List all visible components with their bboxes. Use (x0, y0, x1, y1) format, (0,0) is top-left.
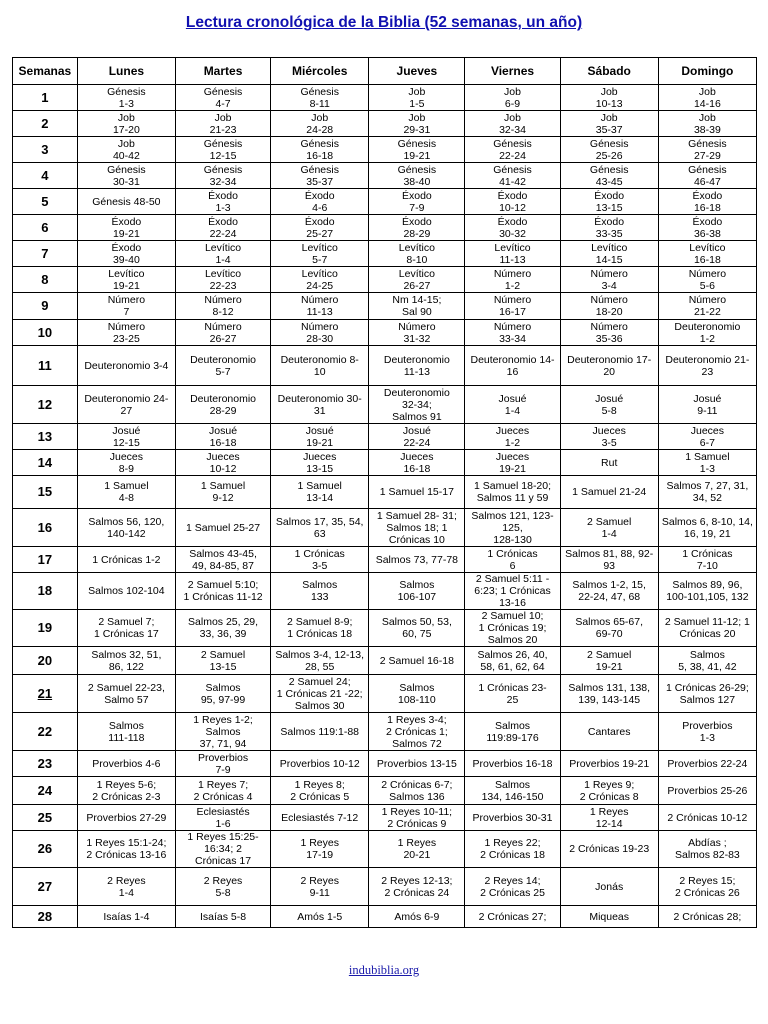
reading-cell: Salmos 7, 27, 31, 34, 52 (658, 476, 756, 509)
reading-cell: Rut (560, 450, 658, 476)
reading-cell: Proverbios 27-29 (77, 805, 175, 831)
reading-cell: Éxodo 33-35 (560, 215, 658, 241)
reading-cell: 2 Samuel 10; 1 Crónicas 19; Salmos 20 (465, 610, 560, 647)
table-row (13, 215, 757, 241)
reading-cell: Job 6-9 (465, 85, 560, 111)
header-domingo: Domingo (658, 58, 756, 85)
reading-cell: Job 21-23 (175, 111, 270, 137)
table-row (13, 868, 757, 906)
table-row (13, 777, 757, 805)
reading-cell: 2 Crónicas 10-12 (658, 805, 756, 831)
reading-cell: 1 Reyes 12-14 (560, 805, 658, 831)
reading-cell: 2 Samuel 1-4 (560, 509, 658, 547)
reading-cell: Proverbios 22-24 (658, 751, 756, 777)
reading-cell: Génesis 22-24 (465, 137, 560, 163)
reading-cell: Génesis 16-18 (271, 137, 369, 163)
reading-cell: Génesis 35-37 (271, 163, 369, 189)
reading-cell: Génesis 30-31 (77, 163, 175, 189)
table-body (13, 85, 757, 928)
reading-cell: Deuteronomio 14- 16 (465, 346, 560, 386)
reading-cell: Job 29-31 (369, 111, 465, 137)
week-number: 15 (13, 476, 78, 509)
reading-cell: Salmos 65-67, 69-70 (560, 610, 658, 647)
reading-cell: Salmos 73, 77-78 (369, 547, 465, 573)
reading-cell: 1 Samuel 28- 31; Salmos 18; 1 Crónicas 10 (369, 509, 465, 547)
reading-cell: Salmos 81, 88, 92- 93 (560, 547, 658, 573)
week-number: 4 (13, 163, 78, 189)
reading-cell: Génesis 43-45 (560, 163, 658, 189)
reading-cell: Jueces 19-21 (465, 450, 560, 476)
table-row (13, 450, 757, 476)
reading-cell: Éxodo 16-18 (658, 189, 756, 215)
reading-cell: 1 Reyes 22; 2 Crónicas 18 (465, 831, 560, 868)
week-number: 16 (13, 509, 78, 547)
reading-cell: Éxodo 22-24 (175, 215, 270, 241)
reading-cell: 2 Reyes 5-8 (175, 868, 270, 906)
reading-cell: 1 Reyes 17-19 (271, 831, 369, 868)
reading-cell: Deuteronomio 24- 27 (77, 386, 175, 424)
week-number: 21 (13, 675, 78, 713)
reading-cell: Salmos 102-104 (77, 573, 175, 610)
table-row (13, 111, 757, 137)
reading-cell: 1 Crónicas 1-2 (77, 547, 175, 573)
reading-cell: Proverbios 16-18 (465, 751, 560, 777)
reading-cell: 1 Reyes 15:1-24; 2 Crónicas 13-16 (77, 831, 175, 868)
reading-cell: Levítico 11-13 (465, 241, 560, 267)
reading-cell: Job 1-5 (369, 85, 465, 111)
reading-cell: Proverbios 25-26 (658, 777, 756, 805)
page-title: Lectura cronológica de la Biblia (52 semanas, un año) (185, 14, 583, 31)
week-number: 17 (13, 547, 78, 573)
reading-cell: Salmos 26, 40, 58, 61, 62, 64 (465, 647, 560, 675)
reading-cell: Génesis 4-7 (175, 85, 270, 111)
reading-cell: Isaías 1-4 (77, 906, 175, 928)
week-number: 26 (13, 831, 78, 868)
week-number: 28 (13, 906, 78, 928)
reading-cell: Josué 22-24 (369, 424, 465, 450)
reading-cell: Isaías 5-8 (175, 906, 270, 928)
header-miercoles: Miércoles (271, 58, 369, 85)
header-jueves: Jueves (369, 58, 465, 85)
reading-cell: Éxodo 28-29 (369, 215, 465, 241)
reading-cell: 2 Reyes 12-13; 2 Crónicas 24 (369, 868, 465, 906)
reading-cell: Eclesiastés 7-12 (271, 805, 369, 831)
reading-cell: Deuteronomio 1-2 (658, 320, 756, 346)
reading-cell: 1 Reyes 7; 2 Crónicas 4 (175, 777, 270, 805)
reading-cell: Nm 14-15; Sal 90 (369, 293, 465, 320)
reading-cell: Salmos 25, 29, 33, 36, 39 (175, 610, 270, 647)
table-row (13, 573, 757, 610)
reading-cell: 1 Samuel 1-3 (658, 450, 756, 476)
reading-cell: 2 Samuel 8-9; 1 Crónicas 18 (271, 610, 369, 647)
table-row (13, 137, 757, 163)
reading-cell: Número 33-34 (465, 320, 560, 346)
reading-cell: Salmos 5, 38, 41, 42 (658, 647, 756, 675)
week-number: 23 (13, 751, 78, 777)
reading-cell: Job 32-34 (465, 111, 560, 137)
reading-cell: Proverbios 10-12 (271, 751, 369, 777)
week-number: 22 (13, 713, 78, 751)
reading-cell: 2 Samuel 5:10; 1 Crónicas 11-12 (175, 573, 270, 610)
table-row (13, 293, 757, 320)
reading-cell: Éxodo 25-27 (271, 215, 369, 241)
week-number: 8 (13, 267, 78, 293)
reading-cell: Génesis 48-50 (77, 189, 175, 215)
reading-cell: 2 Samuel 5:11 - 6:23; 1 Crónicas 13-16 (465, 573, 560, 610)
header-viernes: Viernes (465, 58, 560, 85)
reading-cell: 1 Crónicas 6 (465, 547, 560, 573)
week-number: 20 (13, 647, 78, 675)
reading-cell: Éxodo 10-12 (465, 189, 560, 215)
reading-cell: 1 Samuel 4-8 (77, 476, 175, 509)
reading-cell: 2 Crónicas 28; (658, 906, 756, 928)
reading-cell: Salmos 119:1-88 (271, 713, 369, 751)
week-number: 7 (13, 241, 78, 267)
table-header-row (13, 58, 757, 85)
reading-cell: 1 Samuel 21-24 (560, 476, 658, 509)
reading-cell: Levítico 1-4 (175, 241, 270, 267)
table-row (13, 85, 757, 111)
reading-cell: Job 10-13 (560, 85, 658, 111)
reading-cell: Cantares (560, 713, 658, 751)
reading-cell: 1 Crónicas 23- 25 (465, 675, 560, 713)
week-number: 1 (13, 85, 78, 111)
reading-cell: Josué 16-18 (175, 424, 270, 450)
header-semanas: Semanas (13, 58, 78, 85)
reading-cell: 1 Reyes 15:25- 16:34; 2 Crónicas 17 (175, 831, 270, 868)
reading-cell: Salmos 56, 120, 140-142 (77, 509, 175, 547)
reading-cell: Proverbios 30-31 (465, 805, 560, 831)
table-row (13, 906, 757, 928)
reading-cell: Levítico 26-27 (369, 267, 465, 293)
reading-cell: Job 17-20 (77, 111, 175, 137)
reading-cell: Deuteronomio 32-34; Salmos 91 (369, 386, 465, 424)
reading-cell: Miqueas (560, 906, 658, 928)
reading-cell: Génesis 27-29 (658, 137, 756, 163)
reading-cell: Jueces 8-9 (77, 450, 175, 476)
reading-cell: Génesis 38-40 (369, 163, 465, 189)
reading-cell: 1 Reyes 10-11; 2 Crónicas 9 (369, 805, 465, 831)
reading-plan-table (12, 57, 757, 928)
reading-cell: Salmos 108-110 (369, 675, 465, 713)
reading-cell: 2 Crónicas 19-23 (560, 831, 658, 868)
reading-cell: Número 3-4 (560, 267, 658, 293)
reading-cell: Número 11-13 (271, 293, 369, 320)
reading-cell: 1 Crónicas 26-29; Salmos 127 (658, 675, 756, 713)
table-row (13, 509, 757, 547)
reading-cell: Salmos 89, 96, 100-101,105, 132 (658, 573, 756, 610)
table-row (13, 476, 757, 509)
reading-cell: Salmos 106-107 (369, 573, 465, 610)
reading-cell: Éxodo 19-21 (77, 215, 175, 241)
reading-cell: Número 35-36 (560, 320, 658, 346)
week-number: 13 (13, 424, 78, 450)
reading-cell: Número 28-30 (271, 320, 369, 346)
reading-cell: Levítico 19-21 (77, 267, 175, 293)
week-number: 12 (13, 386, 78, 424)
table-row (13, 713, 757, 751)
week-number: 2 (13, 111, 78, 137)
reading-cell: Job 35-37 (560, 111, 658, 137)
reading-cell: Número 1-2 (465, 267, 560, 293)
reading-cell: 1 Samuel 18-20; Salmos 11 y 59 (465, 476, 560, 509)
table-row (13, 267, 757, 293)
reading-cell: Amós 1-5 (271, 906, 369, 928)
reading-cell: Génesis 25-26 (560, 137, 658, 163)
table-row (13, 424, 757, 450)
reading-cell: Salmos 111-118 (77, 713, 175, 751)
reading-cell: Génesis 12-15 (175, 137, 270, 163)
reading-cell: 1 Samuel 9-12 (175, 476, 270, 509)
reading-cell: Éxodo 39-40 (77, 241, 175, 267)
reading-cell: Deuteronomio 28-29 (175, 386, 270, 424)
reading-cell: Éxodo 1-3 (175, 189, 270, 215)
reading-cell: Éxodo 13-15 (560, 189, 658, 215)
week-number: 9 (13, 293, 78, 320)
reading-cell: Salmos 3-4, 12-13, 28, 55 (271, 647, 369, 675)
reading-cell: Jueces 3-5 (560, 424, 658, 450)
table-row (13, 647, 757, 675)
reading-cell: Número 8-12 (175, 293, 270, 320)
week-number: 3 (13, 137, 78, 163)
table-row (13, 675, 757, 713)
table-row (13, 320, 757, 346)
reading-cell: Génesis 1-3 (77, 85, 175, 111)
reading-cell: Jonás (560, 868, 658, 906)
reading-cell: 2 Crónicas 6-7; Salmos 136 (369, 777, 465, 805)
reading-cell: Deuteronomio 17- 20 (560, 346, 658, 386)
reading-cell: Josué 19-21 (271, 424, 369, 450)
reading-cell: Éxodo 30-32 (465, 215, 560, 241)
table-row (13, 241, 757, 267)
reading-cell: Eclesiastés 1-6 (175, 805, 270, 831)
header-martes: Martes (175, 58, 270, 85)
reading-cell: Levítico 14-15 (560, 241, 658, 267)
reading-cell: 1 Reyes 20-21 (369, 831, 465, 868)
reading-cell: Génesis 19-21 (369, 137, 465, 163)
reading-cell: 1 Samuel 13-14 (271, 476, 369, 509)
reading-cell: Salmos 17, 35, 54, 63 (271, 509, 369, 547)
reading-cell: Salmos 134, 146-150 (465, 777, 560, 805)
reading-cell: Levítico 24-25 (271, 267, 369, 293)
reading-cell: Número 26-27 (175, 320, 270, 346)
reading-cell: 2 Samuel 24; 1 Crónicas 21 -22; Salmos 30 (271, 675, 369, 713)
reading-cell: Éxodo 4-6 (271, 189, 369, 215)
reading-cell: 2 Reyes 9-11 (271, 868, 369, 906)
reading-cell: 1 Crónicas 7-10 (658, 547, 756, 573)
reading-cell: Salmos 95, 97-99 (175, 675, 270, 713)
reading-cell: Josué 5-8 (560, 386, 658, 424)
reading-cell: Número 16-17 (465, 293, 560, 320)
reading-cell: Levítico 16-18 (658, 241, 756, 267)
reading-cell: Salmos 131, 138, 139, 143-145 (560, 675, 658, 713)
reading-cell: Salmos 32, 51, 86, 122 (77, 647, 175, 675)
table-row (13, 547, 757, 573)
reading-cell: Levítico 5-7 (271, 241, 369, 267)
week-number: 5 (13, 189, 78, 215)
reading-cell: Salmos 6, 8-10, 14, 16, 19, 21 (658, 509, 756, 547)
reading-cell: 2 Samuel 22-23, Salmo 57 (77, 675, 175, 713)
reading-cell: Génesis 46-47 (658, 163, 756, 189)
reading-cell: Deuteronomio 8- 10 (271, 346, 369, 386)
reading-cell: Levítico 22-23 (175, 267, 270, 293)
reading-cell: Deuteronomio 5-7 (175, 346, 270, 386)
reading-cell: Amós 6-9 (369, 906, 465, 928)
week-number: 19 (13, 610, 78, 647)
reading-cell: Éxodo 7-9 (369, 189, 465, 215)
reading-cell: 2 Reyes 1-4 (77, 868, 175, 906)
reading-cell: Número 18-20 (560, 293, 658, 320)
reading-cell: 1 Samuel 15-17 (369, 476, 465, 509)
reading-cell: Número 31-32 (369, 320, 465, 346)
reading-cell: 2 Samuel 19-21 (560, 647, 658, 675)
reading-cell: Josué 1-4 (465, 386, 560, 424)
reading-cell: Proverbios 7-9 (175, 751, 270, 777)
reading-cell: Génesis 41-42 (465, 163, 560, 189)
reading-cell: Salmos 133 (271, 573, 369, 610)
header-lunes: Lunes (77, 58, 175, 85)
reading-cell: Job 38-39 (658, 111, 756, 137)
reading-cell: Salmos 121, 123- 125, 128-130 (465, 509, 560, 547)
reading-cell: Salmos 119:89-176 (465, 713, 560, 751)
table-row (13, 386, 757, 424)
reading-cell: Jueces 10-12 (175, 450, 270, 476)
reading-cell: Proverbios 13-15 (369, 751, 465, 777)
table-row (13, 831, 757, 868)
reading-cell: 2 Samuel 11-12; 1 Crónicas 20 (658, 610, 756, 647)
reading-cell: 2 Crónicas 27; (465, 906, 560, 928)
reading-cell: 1 Reyes 5-6; 2 Crónicas 2-3 (77, 777, 175, 805)
reading-cell: Número 7 (77, 293, 175, 320)
reading-cell: 1 Samuel 25-27 (175, 509, 270, 547)
reading-cell: 2 Reyes 14; 2 Crónicas 25 (465, 868, 560, 906)
reading-cell: Génesis 32-34 (175, 163, 270, 189)
reading-cell: 1 Crónicas 3-5 (271, 547, 369, 573)
reading-cell: Job 14-16 (658, 85, 756, 111)
week-number: 6 (13, 215, 78, 241)
footer-link[interactable]: indubiblia.org (348, 963, 420, 977)
week-number: 14 (13, 450, 78, 476)
reading-cell: 1 Reyes 1-2; Salmos 37, 71, 94 (175, 713, 270, 751)
table-row (13, 189, 757, 215)
week-number: 25 (13, 805, 78, 831)
reading-cell: Número 21-22 (658, 293, 756, 320)
reading-cell: 1 Reyes 9; 2 Crónicas 8 (560, 777, 658, 805)
reading-cell: Número 5-6 (658, 267, 756, 293)
reading-cell: Salmos 1-2, 15, 22-24, 47, 68 (560, 573, 658, 610)
reading-cell: 2 Samuel 16-18 (369, 647, 465, 675)
week-number: 24 (13, 777, 78, 805)
table-row (13, 751, 757, 777)
week-number: 11 (13, 346, 78, 386)
table-row (13, 346, 757, 386)
reading-cell: Número 23-25 (77, 320, 175, 346)
reading-cell: Jueces 6-7 (658, 424, 756, 450)
reading-cell: Jueces 16-18 (369, 450, 465, 476)
reading-cell: Levítico 8-10 (369, 241, 465, 267)
reading-cell: Deuteronomio 11-13 (369, 346, 465, 386)
week-number: 10 (13, 320, 78, 346)
reading-cell: Josué 12-15 (77, 424, 175, 450)
reading-cell: Jueces 13-15 (271, 450, 369, 476)
reading-cell: Josué 9-11 (658, 386, 756, 424)
reading-cell: 2 Samuel 13-15 (175, 647, 270, 675)
reading-cell: Salmos 43-45, 49, 84-85, 87 (175, 547, 270, 573)
reading-cell: 1 Reyes 8; 2 Crónicas 5 (271, 777, 369, 805)
week-number: 27 (13, 868, 78, 906)
reading-cell: 2 Samuel 7; 1 Crónicas 17 (77, 610, 175, 647)
reading-cell: Deuteronomio 3-4 (77, 346, 175, 386)
reading-cell: Proverbios 4-6 (77, 751, 175, 777)
reading-cell: Job 24-28 (271, 111, 369, 137)
header-sabado: Sábado (560, 58, 658, 85)
reading-cell: 1 Reyes 3-4; 2 Crónicas 1; Salmos 72 (369, 713, 465, 751)
reading-cell: Jueces 1-2 (465, 424, 560, 450)
reading-cell: Abdías ; Salmos 82-83 (658, 831, 756, 868)
reading-cell: Proverbios 19-21 (560, 751, 658, 777)
table-row (13, 805, 757, 831)
reading-cell: Salmos 50, 53, 60, 75 (369, 610, 465, 647)
reading-cell: Deuteronomio 30- 31 (271, 386, 369, 424)
reading-cell: 2 Reyes 15; 2 Crónicas 26 (658, 868, 756, 906)
reading-cell: Deuteronomio 21-23 (658, 346, 756, 386)
reading-cell: Job 40-42 (77, 137, 175, 163)
reading-cell: Proverbios 1-3 (658, 713, 756, 751)
table-row (13, 610, 757, 647)
reading-cell: Génesis 8-11 (271, 85, 369, 111)
week-number: 18 (13, 573, 78, 610)
table-row (13, 163, 757, 189)
reading-cell: Éxodo 36-38 (658, 215, 756, 241)
